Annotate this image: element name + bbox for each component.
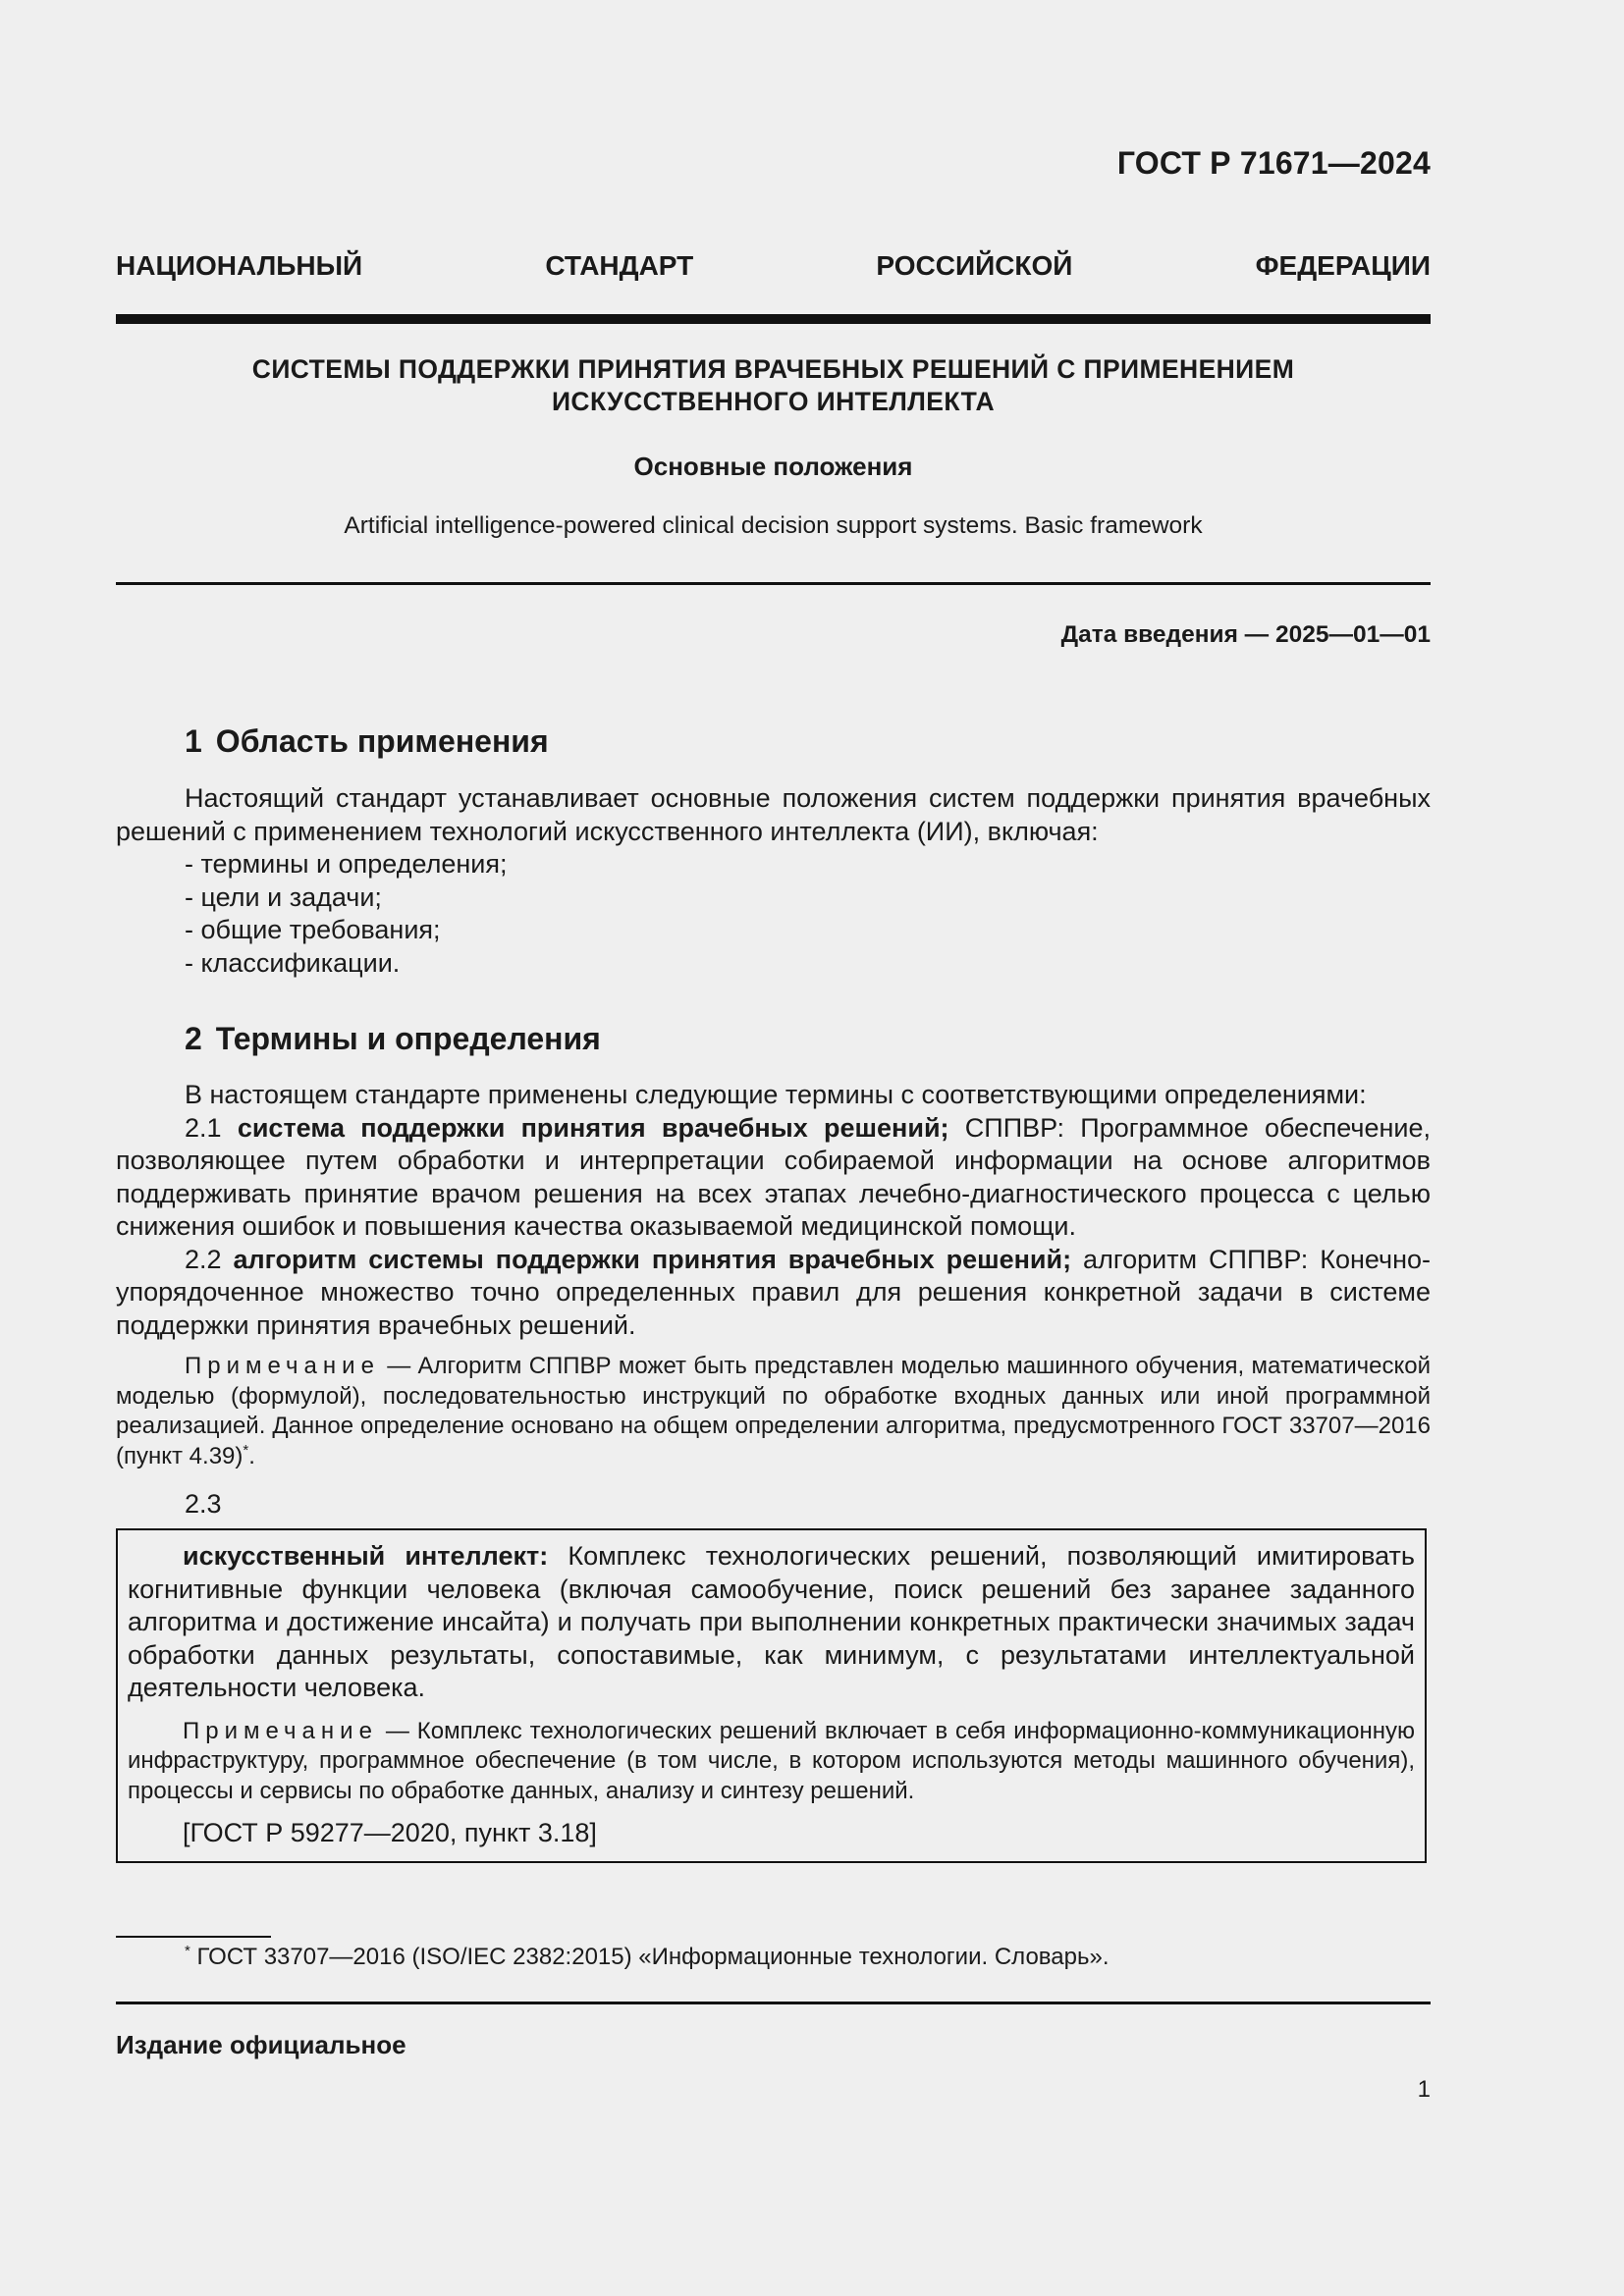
page-number: 1 bbox=[1417, 2076, 1431, 2103]
term-2-1-number: 2.1 bbox=[185, 1112, 222, 1143]
note-text: — Комплекс технологических решений включает в себя информационно-коммуникационную инфраструктуру, программное обеспечение (в том числе, в котором используются методы машинного обучения), процессы и сервисы по обработке данных, анализу и синтезу решений. bbox=[128, 1717, 1415, 1804]
gost-number: ГОСТ Р 71671—2024 bbox=[1116, 145, 1431, 181]
footnote-reference[interactable]: * bbox=[243, 1441, 249, 1459]
term-2-3-box bbox=[116, 1528, 1427, 1863]
footnote-text: ГОСТ 33707—2016 (ISO/IEC 2382:2015) «Информационные технологии. Словарь». bbox=[189, 1944, 1110, 1970]
term-2-3-definition: Комплекс технологических решений, позволяющий имитировать когнитивные функции человека (включая самообучение, поиск решений без заранее заданного алгоритма и достижение инсайта) и получать при выполнении конкретных практически значимых задач обработки данных результаты, сопоставимые, как минимум, с результатами интеллектуальной деятельности человека. bbox=[128, 1541, 1415, 1702]
document-subtitle: Основные положения bbox=[633, 452, 913, 481]
section-1-paragraph: Настоящий стандарт устанавливает основные положения систем поддержки принятия врачебных решений с применением технологий искусственного интеллекта (ИИ), включая: bbox=[116, 783, 1431, 846]
list-item: - общие требования; bbox=[185, 915, 441, 944]
note-2-2 bbox=[116, 1352, 1431, 1471]
document-title bbox=[116, 353, 1431, 418]
english-title: Artificial intelligence-powered clinical decision support systems. Basic framework bbox=[344, 512, 1203, 539]
footnote-mark: * bbox=[185, 1943, 190, 1959]
list-item: - термины и определения; bbox=[185, 849, 508, 879]
note-label: Примечание bbox=[185, 1353, 380, 1379]
national-standard-banner bbox=[116, 250, 1431, 282]
introduction-date: Дата введения — 2025—01—01 bbox=[1060, 621, 1431, 648]
section-2-heading bbox=[185, 1021, 601, 1057]
section-2-title: Термины и определения bbox=[215, 1021, 601, 1056]
note-label: Примечание bbox=[183, 1717, 378, 1744]
banner-word-1: НАЦИОНАЛЬНЫЙ bbox=[116, 250, 363, 281]
term-2-1-term: система поддержки принятия врачебных решений; bbox=[237, 1112, 949, 1143]
banner-word-4: ФЕДЕРАЦИИ bbox=[1255, 250, 1431, 281]
section-1-number: 1 bbox=[185, 723, 202, 759]
term-2-3-definition-paragraph bbox=[128, 1540, 1415, 1705]
term-2-3-number: 2.3 bbox=[185, 1489, 222, 1519]
term-2-3-term: искусственный интеллект: bbox=[183, 1541, 549, 1571]
title-line-2: ИСКУССТВЕННОГО ИНТЕЛЛЕКТА bbox=[551, 387, 996, 416]
note-end: . bbox=[248, 1442, 255, 1469]
term-2-2 bbox=[116, 1244, 1431, 1343]
term-2-1-definition: СППВР: Программное обеспечение, позволяющее путем обработки и интерпретации собираемой информации на основе алгоритмов поддерживать принятие врачом решения на всех этапах лечебно-диагностического процесса с целью снижения ошибок и повышения качества оказываемой медицинской помощи. bbox=[116, 1112, 1431, 1241]
term-2-3-note bbox=[128, 1717, 1415, 1807]
footnote-divider bbox=[116, 1936, 271, 1938]
note-text: — Алгоритм СППВР может быть представлен моделью машинного обучения, математической моделью (формулой), последовательностью инструкций по обработке входных данных или иной программной реализацией. Данное определение основано на общем определении алгоритма, предусмотренного ГОСТ 33707—2016 (пункт 4.39) bbox=[116, 1353, 1431, 1469]
header-thick-divider bbox=[116, 314, 1431, 324]
banner-word-2: СТАНДАРТ bbox=[545, 250, 694, 281]
section-1-title: Область применения bbox=[215, 723, 549, 759]
title-divider bbox=[116, 582, 1431, 585]
section-2-number: 2 bbox=[185, 1021, 202, 1056]
footer-divider bbox=[116, 2002, 1431, 2004]
list-item: - классификации. bbox=[185, 947, 401, 978]
section-1-body bbox=[116, 782, 1431, 980]
term-2-2-term: алгоритм системы поддержки принятия врачебных решений; bbox=[233, 1244, 1072, 1274]
section-2-body bbox=[116, 1079, 1431, 1520]
section-2-intro: В настоящем стандарте применены следующие термины с соответствующими определениями: bbox=[185, 1080, 1367, 1109]
term-2-2-number: 2.2 bbox=[185, 1244, 222, 1274]
term-2-2-definition: алгоритм СППВР: Конечно-упорядоченное множество точно определенных правил для решения конкретной задачи в системе поддержки принятия врачебных решений. bbox=[116, 1244, 1431, 1340]
term-2-1 bbox=[116, 1112, 1431, 1244]
term-2-3-source: [ГОСТ Р 59277—2020, пункт 3.18] bbox=[183, 1818, 597, 1847]
footnote bbox=[185, 1944, 1109, 1971]
banner-word-3: РОССИЙСКОЙ bbox=[876, 250, 1073, 281]
list-item: - цели и задачи; bbox=[185, 881, 382, 912]
section-1-heading bbox=[185, 723, 549, 760]
edition-label: Издание официальное bbox=[116, 2030, 406, 2059]
title-line-1: СИСТЕМЫ ПОДДЕРЖКИ ПРИНЯТИЯ ВРАЧЕБНЫХ РЕШЕНИЙ С ПРИМЕНЕНИЕМ bbox=[251, 354, 1295, 384]
